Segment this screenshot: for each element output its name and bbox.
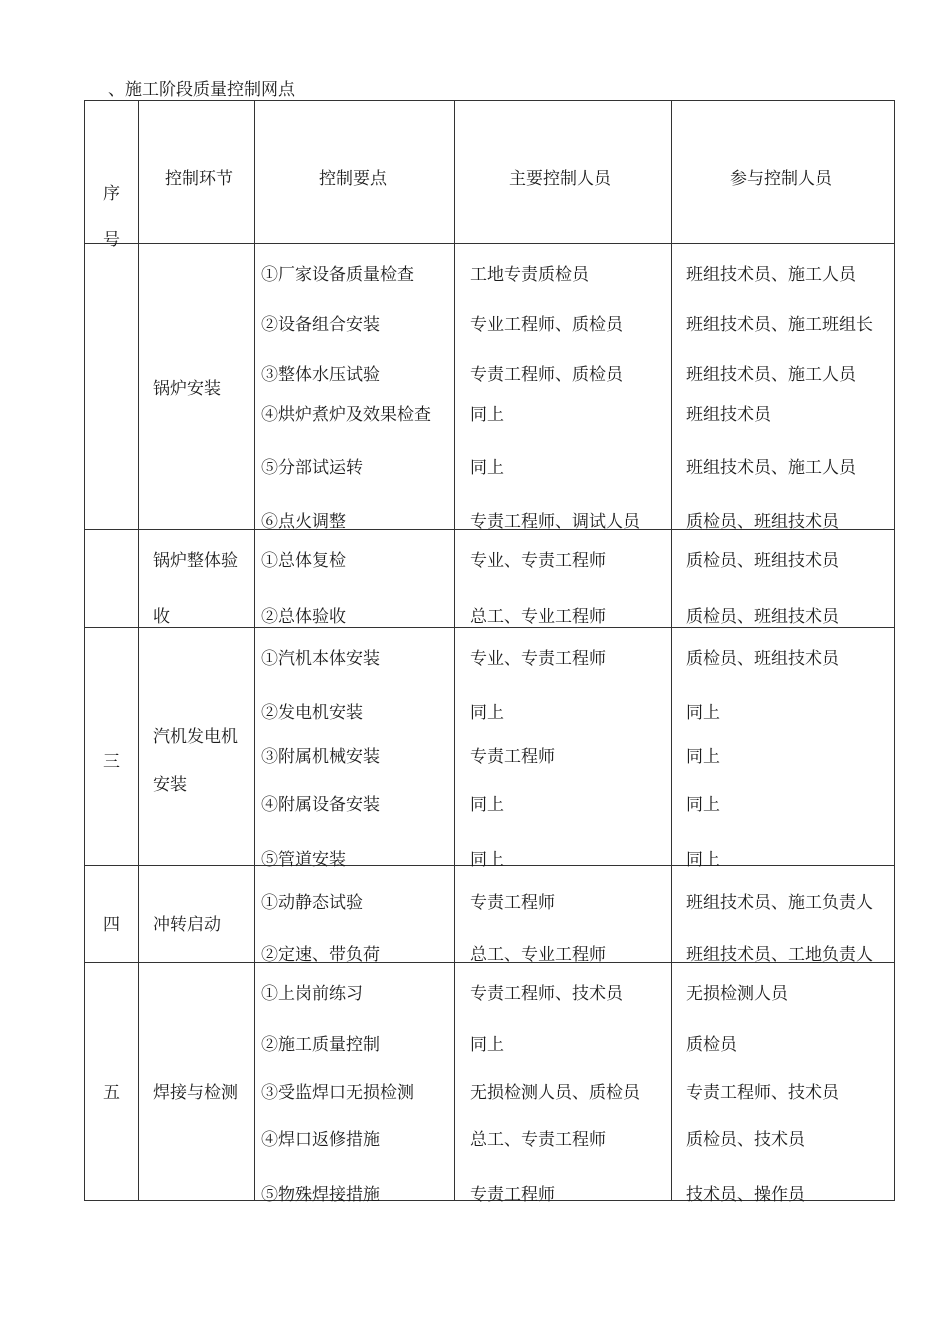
seq-cell xyxy=(85,628,139,866)
control-link-cell xyxy=(139,963,255,1201)
participant-item: 班组技术员、施工班组长 xyxy=(686,315,873,335)
seq-cell xyxy=(85,244,139,530)
control-point-item: ④附属设备安装 xyxy=(261,795,380,815)
header-main-label: 主要控制人员 xyxy=(509,169,611,189)
seq-cell xyxy=(85,963,139,1201)
main-controller-item: 总工、专业工程师 xyxy=(470,607,606,627)
control-point-item: ②设备组合安装 xyxy=(261,315,380,335)
control-point-item: ⑥点火调整 xyxy=(261,512,346,532)
participant-item: 同上 xyxy=(686,850,720,870)
section-title: 、施工阶段质量控制网点 xyxy=(108,80,295,100)
control-point-item: ③整体水压试验 xyxy=(261,365,380,385)
control-point-item: ①厂家设备质量检查 xyxy=(261,265,414,285)
main-controller-item: 专责工程师 xyxy=(470,747,555,767)
header-row xyxy=(85,101,895,244)
participant-cell xyxy=(672,866,895,963)
control-point-item: ⑤物殊焊接措施 xyxy=(261,1185,380,1205)
control-point-item: ④烘炉煮炉及效果检查 xyxy=(261,405,431,425)
table-row xyxy=(85,963,895,1201)
participant-item: 质检员、班组技术员 xyxy=(686,649,839,669)
control-link-text: 安装 xyxy=(153,775,187,795)
main-controller-item: 专业、专责工程师 xyxy=(470,649,606,669)
participant-cell xyxy=(672,244,895,530)
main-controller-item: 专责工程师 xyxy=(470,893,555,913)
table-row xyxy=(85,866,895,963)
main-controller-cell xyxy=(455,963,672,1205)
control-link-cell xyxy=(139,628,255,866)
control-point-item: ①上岗前练习 xyxy=(261,984,363,1004)
control-point-cell xyxy=(255,244,455,530)
control-link-text: 焊接与检测 xyxy=(153,1083,238,1103)
control-point-cell xyxy=(255,628,455,870)
control-link-text: 锅炉整体验 xyxy=(153,551,238,571)
main-controller-cell xyxy=(455,628,672,870)
control-point-item: ①动静态试验 xyxy=(261,893,363,913)
participant-item: 质检员 xyxy=(686,1035,737,1055)
main-controller-item: 专责工程师、质检员 xyxy=(470,365,623,385)
control-point-item: ⑤分部试运转 xyxy=(261,458,363,478)
participant-item: 技术员、操作员 xyxy=(686,1185,805,1205)
header-main xyxy=(455,101,672,244)
participant-item: 班组技术员、施工人员 xyxy=(686,458,856,478)
participant-item: 班组技术员 xyxy=(686,405,771,425)
header-seq-char-1: 序 xyxy=(103,184,120,204)
participant-item: 专责工程师、技术员 xyxy=(686,1083,839,1103)
control-point-item: ⑤管道安装 xyxy=(261,850,346,870)
table-row xyxy=(85,244,895,530)
control-point-item: ①汽机本体安装 xyxy=(261,649,380,669)
control-point-item: ②总体验收 xyxy=(261,607,346,627)
control-link-text: 汽机发电机 xyxy=(153,727,238,747)
main-controller-item: 同上 xyxy=(470,850,504,870)
main-controller-item: 无损检测人员、质检员 xyxy=(470,1083,640,1103)
control-link-cell xyxy=(139,244,255,530)
main-controller-item: 同上 xyxy=(470,458,504,478)
participant-item: 质检员、班组技术员 xyxy=(686,607,839,627)
header-points-label: 控制要点 xyxy=(319,169,387,189)
control-link-text: 锅炉安装 xyxy=(153,379,221,399)
participant-item: 质检员、班组技术员 xyxy=(686,551,839,571)
main-controller-item: 工地专责质检员 xyxy=(470,265,589,285)
main-controller-cell xyxy=(455,530,672,628)
main-controller-item: 同上 xyxy=(470,405,504,425)
seq-number: 四 xyxy=(103,915,120,935)
main-controller-item: 专责工程师、技术员 xyxy=(470,984,623,1004)
main-controller-item: 同上 xyxy=(470,795,504,815)
participant-item: 同上 xyxy=(686,703,720,723)
main-controller-cell xyxy=(455,244,672,530)
seq-number: 三 xyxy=(103,752,120,772)
participant-cell xyxy=(672,963,895,1205)
seq-cell xyxy=(85,530,139,628)
main-controller-item: 同上 xyxy=(470,703,504,723)
participant-cell xyxy=(672,530,895,628)
participant-item: 班组技术员、施工人员 xyxy=(686,265,856,285)
header-part-label: 参与控制人员 xyxy=(730,169,832,189)
table-row xyxy=(85,628,895,866)
control-point-cell xyxy=(255,866,455,963)
header-seq xyxy=(85,101,139,250)
control-point-cell xyxy=(255,963,455,1205)
control-point-item: ③附属机械安装 xyxy=(261,747,380,767)
main-controller-item: 总工、专业工程师 xyxy=(470,945,606,965)
quality-control-table xyxy=(84,100,895,1205)
header-seq-char-2: 号 xyxy=(103,230,120,250)
control-link-cell xyxy=(139,530,255,628)
control-point-item: ②定速、带负荷 xyxy=(261,945,380,965)
table-row xyxy=(85,530,895,628)
seq-cell xyxy=(85,866,139,963)
main-controller-cell xyxy=(455,866,672,963)
control-point-item: ②发电机安装 xyxy=(261,703,363,723)
participant-item: 班组技术员、施工人员 xyxy=(686,365,856,385)
main-controller-item: 总工、专责工程师 xyxy=(470,1130,606,1150)
main-controller-item: 专业工程师、质检员 xyxy=(470,315,623,335)
participant-item: 质检员、技术员 xyxy=(686,1130,805,1150)
participant-cell xyxy=(672,628,895,870)
control-point-item: ②施工质量控制 xyxy=(261,1035,380,1055)
header-link-label: 控制环节 xyxy=(165,169,233,189)
participant-item: 质检员、班组技术员 xyxy=(686,512,839,532)
control-point-item: ③受监焊口无损检测 xyxy=(261,1083,414,1103)
control-point-item: ④焊口返修措施 xyxy=(261,1130,380,1150)
header-points xyxy=(255,101,455,244)
header-part xyxy=(672,101,895,244)
participant-item: 班组技术员、施工负责人 xyxy=(686,893,873,913)
participant-item: 无损检测人员 xyxy=(686,984,788,1004)
control-point-cell xyxy=(255,530,455,628)
control-point-item: ①总体复检 xyxy=(261,551,346,571)
main-controller-item: 同上 xyxy=(470,1035,504,1055)
main-controller-item: 专责工程师 xyxy=(470,1185,555,1205)
participant-item: 同上 xyxy=(686,795,720,815)
participant-item: 班组技术员、工地负责人 xyxy=(686,945,873,965)
main-controller-item: 专业、专责工程师 xyxy=(470,551,606,571)
control-link-text: 冲转启动 xyxy=(153,915,221,935)
participant-item: 同上 xyxy=(686,747,720,767)
seq-number: 五 xyxy=(103,1083,120,1103)
control-link-cell xyxy=(139,866,255,963)
control-link-text: 收 xyxy=(153,607,170,627)
main-controller-item: 专责工程师、调试人员 xyxy=(470,512,640,532)
header-link xyxy=(139,101,255,244)
